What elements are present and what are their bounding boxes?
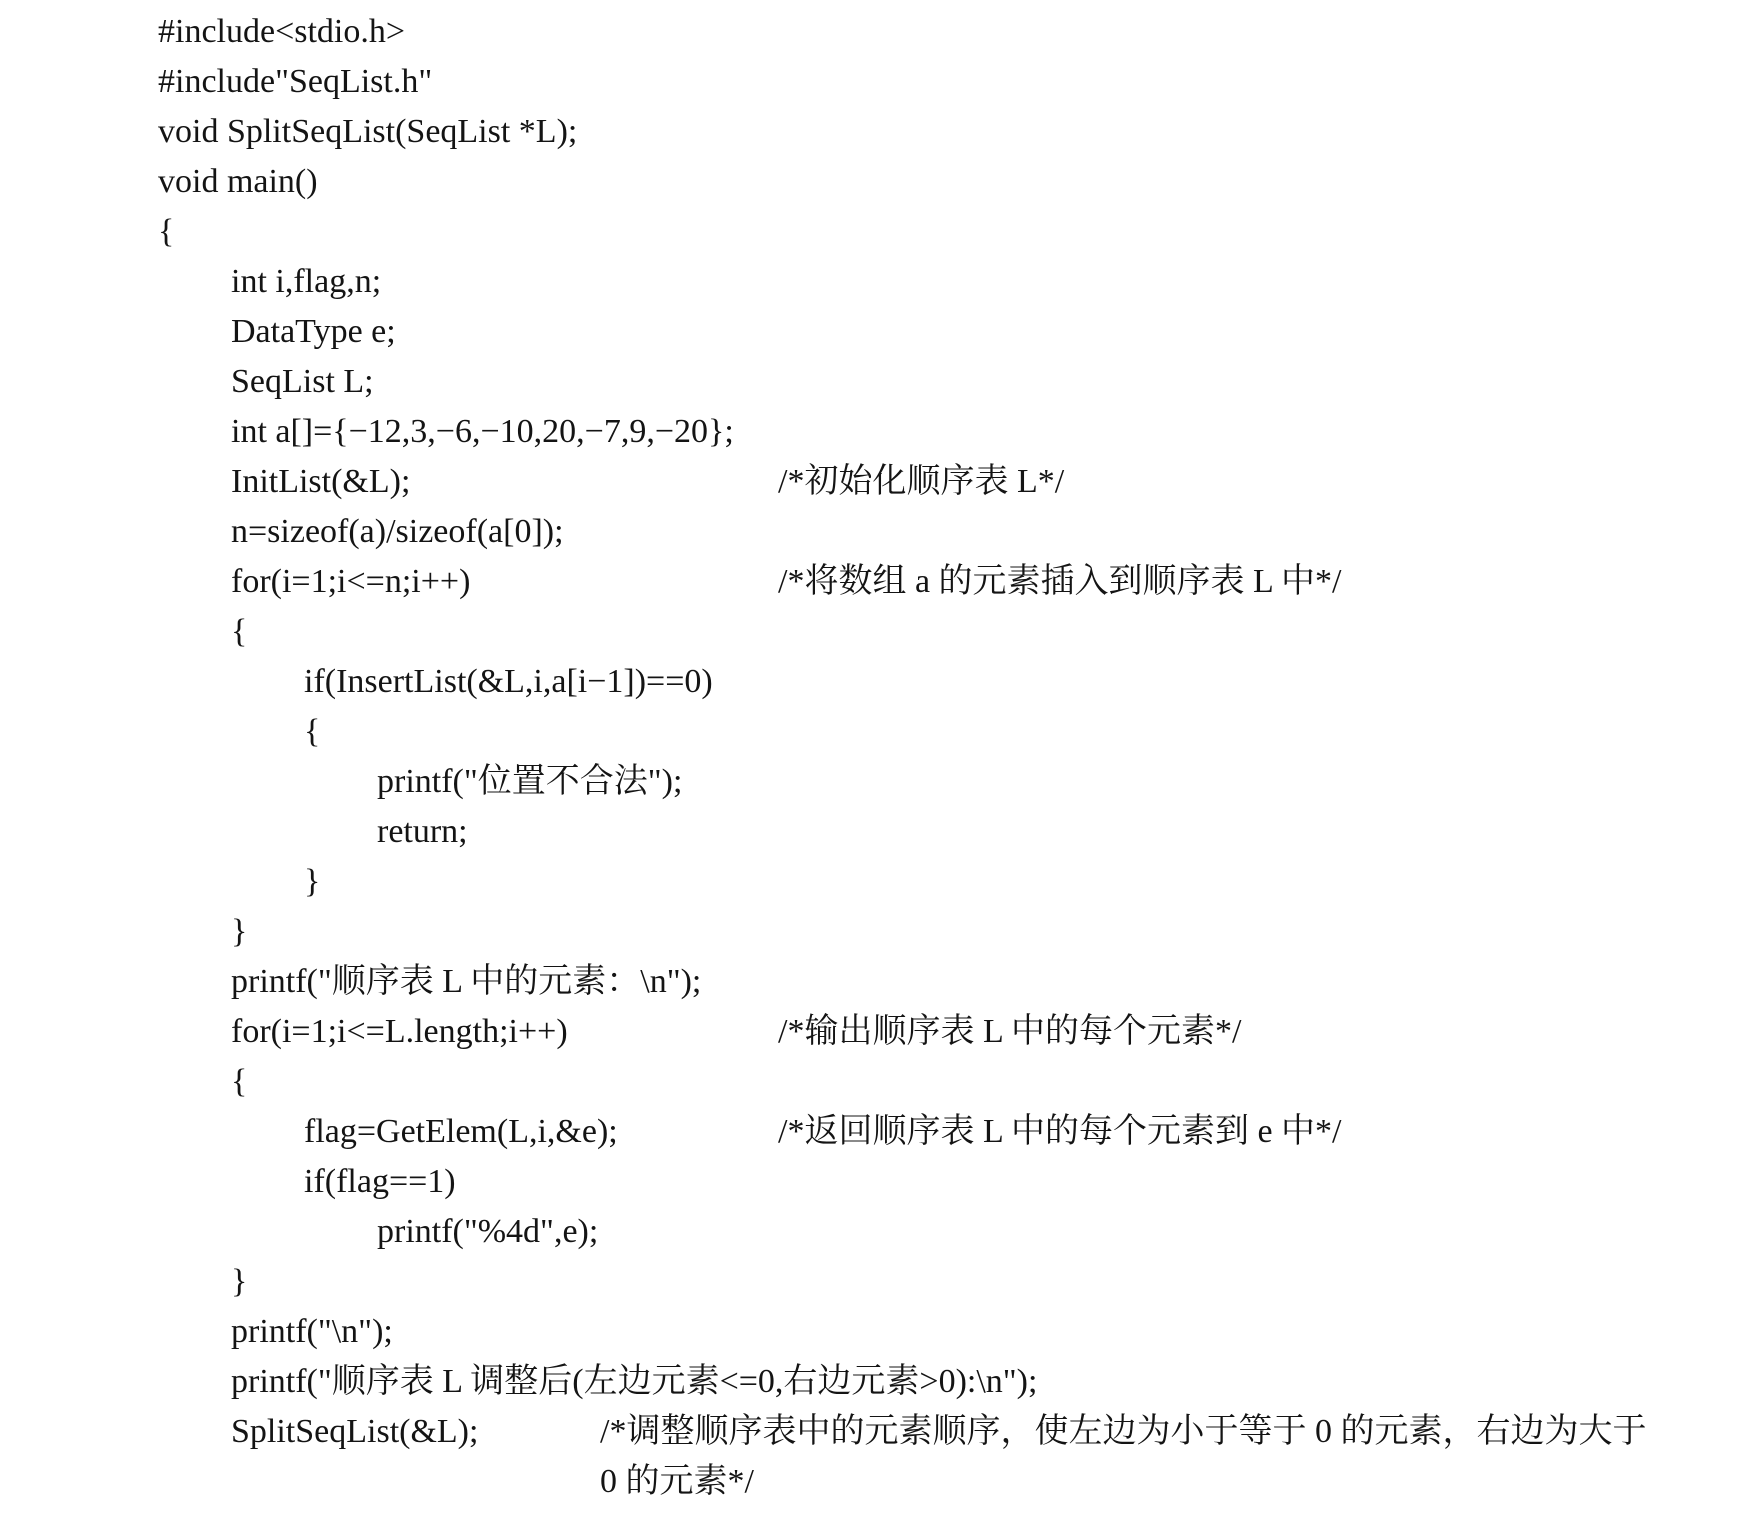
code-line: return; <box>377 813 468 850</box>
code-line: printf("顺序表 L 中的元素：\n"); <box>231 963 702 1000</box>
code-line: printf("\n"); <box>231 1313 393 1350</box>
code-line: void SplitSeqList(SeqList *L); <box>158 113 578 150</box>
code-line: for(i=1;i<=n;i++) <box>231 563 471 600</box>
code-comment: /*初始化顺序表 L*/ <box>778 463 1065 500</box>
code-line: int i,flag,n; <box>231 263 382 300</box>
code-line: } <box>231 913 248 950</box>
code-line: if(InsertList(&L,i,a[i−1])==0) <box>304 663 713 700</box>
code-line: SplitSeqList(&L); <box>231 1413 479 1450</box>
code-line: n=sizeof(a)/sizeof(a[0]); <box>231 513 564 550</box>
code-line: int a[]={−12,3,−6,−10,20,−7,9,−20}; <box>231 413 734 450</box>
code-line: printf("位置不合法"); <box>377 763 683 800</box>
code-line: DataType e; <box>231 313 396 350</box>
code-comment: /*输出顺序表 L 中的每个元素*/ <box>778 1013 1242 1050</box>
code-comment: 0 的元素*/ <box>600 1463 754 1500</box>
code-line: { <box>231 1063 248 1100</box>
code-line: { <box>304 713 321 750</box>
code-line: void main() <box>158 163 318 200</box>
code-comment: /*将数组 a 的元素插入到顺序表 L 中*/ <box>778 563 1342 600</box>
code-line: #include<stdio.h> <box>158 13 406 50</box>
code-line: if(flag==1) <box>304 1163 456 1200</box>
code-line: { <box>231 613 248 650</box>
code-line: } <box>304 863 321 900</box>
code-comment: /*返回顺序表 L 中的每个元素到 e 中*/ <box>778 1113 1342 1150</box>
code-line: } <box>231 1263 248 1300</box>
code-line: printf("顺序表 L 调整后(左边元素<=0,右边元素>0):\n"); <box>231 1363 1038 1400</box>
code-line: for(i=1;i<=L.length;i++) <box>231 1013 568 1050</box>
code-line: SeqList L; <box>231 363 374 400</box>
code-line: { <box>158 213 175 250</box>
code-line: flag=GetElem(L,i,&e); <box>304 1113 618 1150</box>
code-line: InitList(&L); <box>231 463 411 500</box>
code-comment: /*调整顺序表中的元素顺序，使左边为小于等于 0 的元素，右边为大于 <box>600 1413 1647 1450</box>
code-line: printf("%4d",e); <box>377 1213 599 1250</box>
code-line: #include"SeqList.h" <box>158 63 433 100</box>
